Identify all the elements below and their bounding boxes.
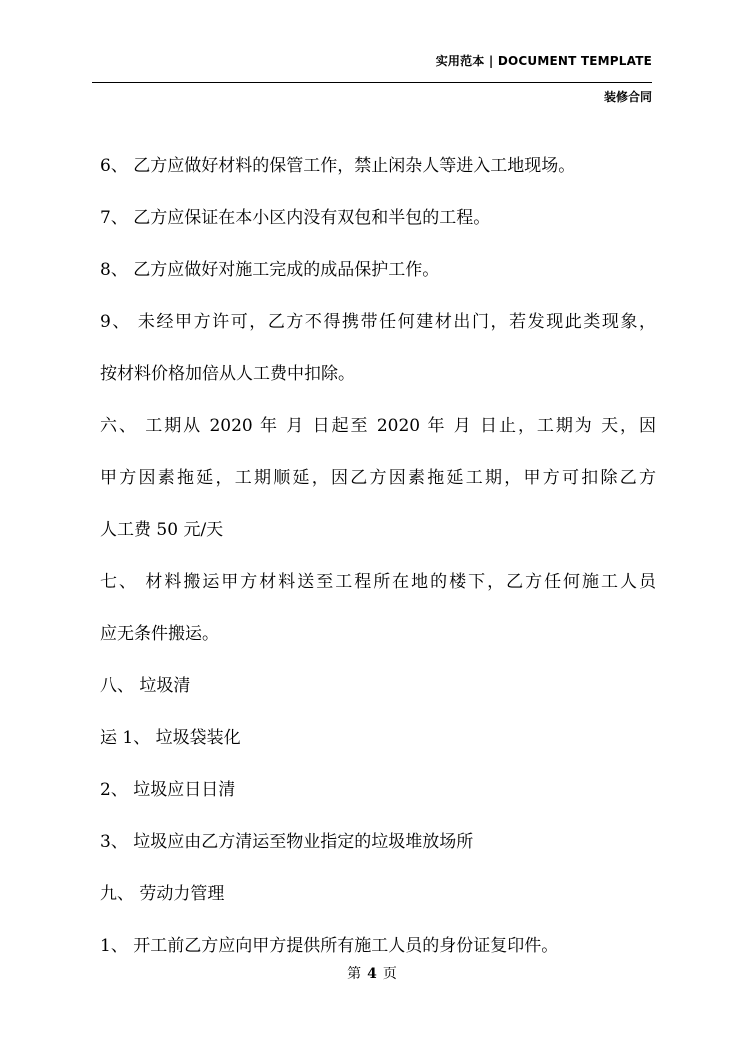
document-body <box>100 140 656 972</box>
section-7-line-2: 应无条件搬运。 <box>100 624 219 644</box>
clause-6: 6、 乙方应做好材料的保管工作，禁止闲杂人等进入工地现场。 <box>100 156 576 176</box>
header-subtitle: 装修合同 <box>603 90 652 104</box>
section-8-heading: 八、 垃圾清 <box>100 676 191 696</box>
clause-8: 8、 乙方应做好对施工完成的成品保护工作。 <box>100 260 440 280</box>
page-number-prefix: 第 <box>347 966 362 982</box>
section-6-line-1: 六、 工期从 2020 年 月 日起至 2020 年 月 日止，工期为 天，因 <box>100 416 656 436</box>
section-8-item-3: 3、 垃圾应由乙方清运至物业指定的垃圾堆放场所 <box>100 832 474 852</box>
section-7-line-1: 七、 材料搬运甲方材料送至工程所在地的楼下，乙方任何施工人员 <box>100 572 656 592</box>
header-title: 实用范本 | DOCUMENT TEMPLATE <box>435 54 652 68</box>
section-8-item-2: 2、 垃圾应日日清 <box>100 780 236 800</box>
clause-7: 7、 乙方应保证在本小区内没有双包和半包的工程。 <box>100 208 491 228</box>
page-footer <box>0 963 744 983</box>
section-9-item-1: 1、 开工前乙方应向甲方提供所有施工人员的身份证复印件。 <box>100 936 559 956</box>
clause-9-line-1: 9、 未经甲方许可，乙方不得携带任何建材出门，若发现此类现象， <box>100 312 656 332</box>
section-6-line-3: 人工费 50 元/天 <box>100 520 224 540</box>
page-number: 4 <box>367 966 377 982</box>
header-divider <box>92 82 652 83</box>
section-9-heading: 九、 劳动力管理 <box>100 884 225 904</box>
section-6-line-2: 甲方因素拖延，工期顺延，因乙方因素拖延工期，甲方可扣除乙方 <box>100 468 656 488</box>
clause-9-line-2: 按材料价格加倍从人工费中扣除。 <box>100 364 355 384</box>
page-number-suffix: 页 <box>382 966 397 982</box>
section-8-item-1: 运 1、 垃圾袋装化 <box>100 728 241 748</box>
